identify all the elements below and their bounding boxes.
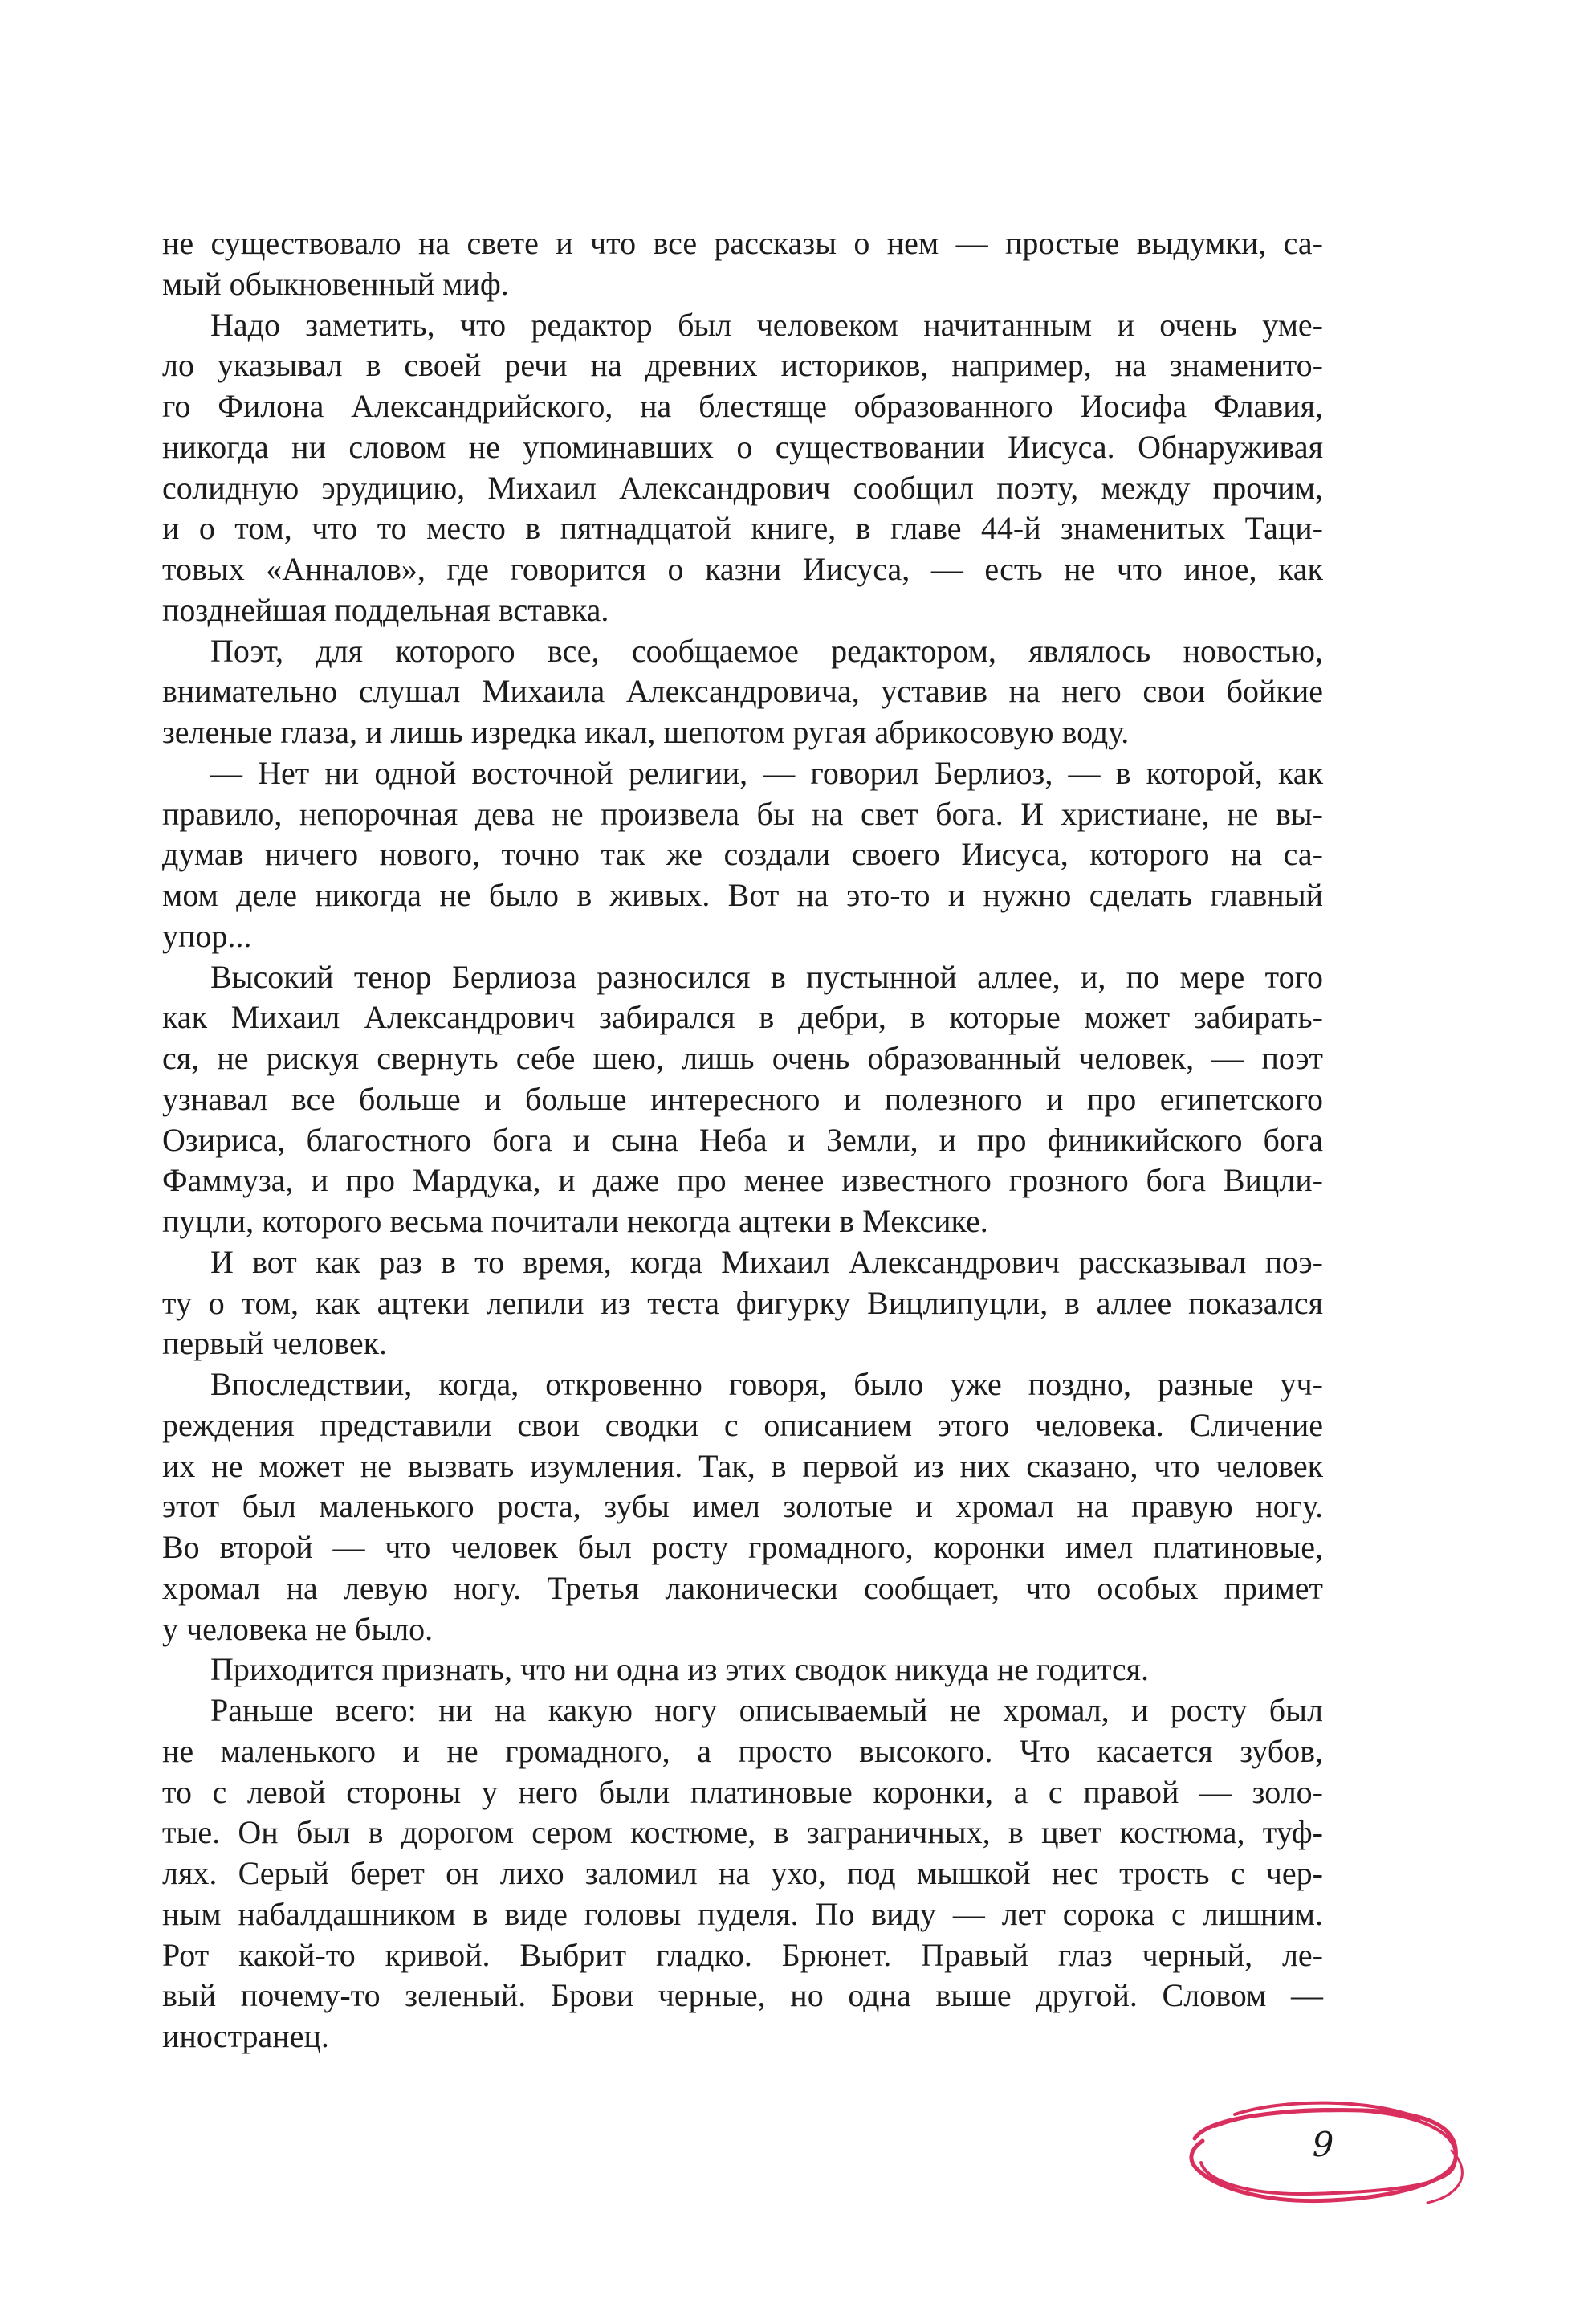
text-line: вый почему-то зеленый. Брови черные, но одна выше другой. Словом — — [162, 1977, 1323, 2014]
text-line: у человека не было. — [162, 1610, 434, 1647]
text-line: Надо заметить, что редактор был человеком начитанным и очень уме- — [210, 306, 1323, 343]
text-line: думав ничего нового, точно так же создали своего Иисуса, которого на са- — [162, 836, 1323, 873]
text-line: не существовало на свете и что все рассказы о нем — простые выдумки, са- — [162, 225, 1323, 261]
paragraph — [162, 957, 1323, 1242]
text-line: их не может не вызвать изумления. Так, в первой из них сказано, что человек — [162, 1447, 1323, 1484]
paragraph — [162, 305, 1323, 631]
text-line: упор... — [162, 917, 252, 954]
text-line: не маленького и не громадного, а просто высокого. Что касается зубов, — [162, 1732, 1323, 1769]
text-line: внимательно слушал Михаила Александровича, уставив на него свои бойкие — [162, 673, 1323, 710]
text-line: Озириса, благостного бога и сына Неба и Земли, и про финикийского бога — [162, 1121, 1323, 1158]
text-line: правило, непорочная дева не произвела бы на свет бога. И христиане, не вы- — [162, 795, 1323, 832]
page-number: 9 — [1312, 2125, 1334, 2164]
text-line: Приходится признать, что ни одна из этих сводок никуда не годится. — [210, 1651, 1150, 1688]
text-line: пуцли, которого весьма почитали некогда ацтеки в Мексике. — [162, 1203, 988, 1239]
paragraph — [162, 1649, 1323, 1690]
paragraph — [162, 1242, 1323, 1364]
paragraph — [162, 1364, 1323, 1649]
text-line: мом деле никогда не было в живых. Вот на это-то и нужно сделать главный — [162, 877, 1323, 913]
text-line: этот был маленького роста, зубы имел золотые и хромал на правую ногу. — [162, 1488, 1323, 1525]
body-text — [162, 223, 1323, 2057]
text-line: Высокий тенор Берлиоза разносился в пустынной аллее, и, по мере того — [210, 958, 1323, 995]
text-line: ту о том, как ацтеки лепили из теста фигурку Вицлипуцли, в аллее показался — [162, 1284, 1323, 1321]
text-line: И вот как раз в то время, когда Михаил Александрович рассказывал поэ- — [210, 1243, 1323, 1280]
text-line: и о том, что то место в пятнадцатой книге, в главе 44-й знаменитых Таци- — [162, 510, 1323, 547]
text-line: реждения представили свои сводки с описанием этого человека. Сличение — [162, 1406, 1323, 1443]
text-line: Впоследствии, когда, откровенно говоря, было уже поздно, разные уч- — [210, 1366, 1323, 1402]
text-line: Рот какой-то кривой. Выбрит гладко. Брюнет. Правый глаз черный, ле- — [162, 1936, 1323, 1973]
text-line: узнавал все больше и больше интересного и полезного и про египетского — [162, 1080, 1323, 1117]
text-line: ло указывал в своей речи на древних историков, например, на знаменито- — [162, 347, 1323, 384]
text-line: зеленые глаза, и лишь изредка икал, шепотом ругая абрикосовую воду. — [162, 714, 1130, 750]
text-line: Фаммуза, и про Мардука, и даже про менее известного грозного бога Вицли- — [162, 1162, 1323, 1199]
paragraph — [162, 753, 1323, 957]
paragraph — [162, 223, 1323, 305]
text-line: никогда ни словом не упоминавших о существовании Иисуса. Обнаруживая — [162, 428, 1323, 465]
paragraph — [162, 1690, 1323, 2057]
text-line: ся, не рискуя свернуть себе шею, лишь очень образованный человек, — поэт — [162, 1040, 1323, 1076]
text-line: ным набалдашником в виде головы пуделя. По виду — лет сорока с лишним. — [162, 1895, 1323, 1932]
text-line: Поэт, для которого все, сообщаемое редактором, являлось новостью, — [210, 632, 1323, 669]
text-line: солидную эрудицию, Михаил Александрович сообщил поэту, между прочим, — [162, 469, 1323, 506]
text-line: как Михаил Александрович забирался в дебри, в которые может забирать- — [162, 999, 1323, 1036]
text-line: мый обыкновенный миф. — [162, 265, 509, 302]
text-line: го Филона Александрийского, на блестяще образованного Иосифа Флавия, — [162, 388, 1323, 424]
text-line: позднейшая поддельная вставка. — [162, 591, 609, 628]
text-line: товых «Анналов», где говорится о казни Иисуса, — есть не что иное, как — [162, 551, 1323, 587]
text-line: лях. Серый берет он лихо заломил на ухо, под мышкой нес трость с чер- — [162, 1855, 1323, 1891]
page-number-badge — [1187, 2094, 1468, 2207]
text-line: то с левой стороны у него были платиновые коронки, а с правой — золо- — [162, 1773, 1323, 1810]
text-line: первый человек. — [162, 1325, 387, 1362]
text-line: Во второй — что человек был росту громадного, коронки имел платиновые, — [162, 1529, 1323, 1565]
text-line: Раньше всего: ни на какую ногу описываемый не хромал, и росту был — [210, 1692, 1323, 1728]
text-line: — Нет ни одной восточной религии, — говорил Берлиоз, — в которой, как — [210, 754, 1323, 791]
text-line: иностранец. — [162, 2018, 329, 2054]
paragraph — [162, 631, 1323, 753]
text-line: тые. Он был в дорогом сером костюме, в заграничных, в цвет костюма, туф- — [162, 1814, 1323, 1851]
text-line: хромал на левую ногу. Третья лаконически сообщает, что особых примет — [162, 1569, 1323, 1606]
